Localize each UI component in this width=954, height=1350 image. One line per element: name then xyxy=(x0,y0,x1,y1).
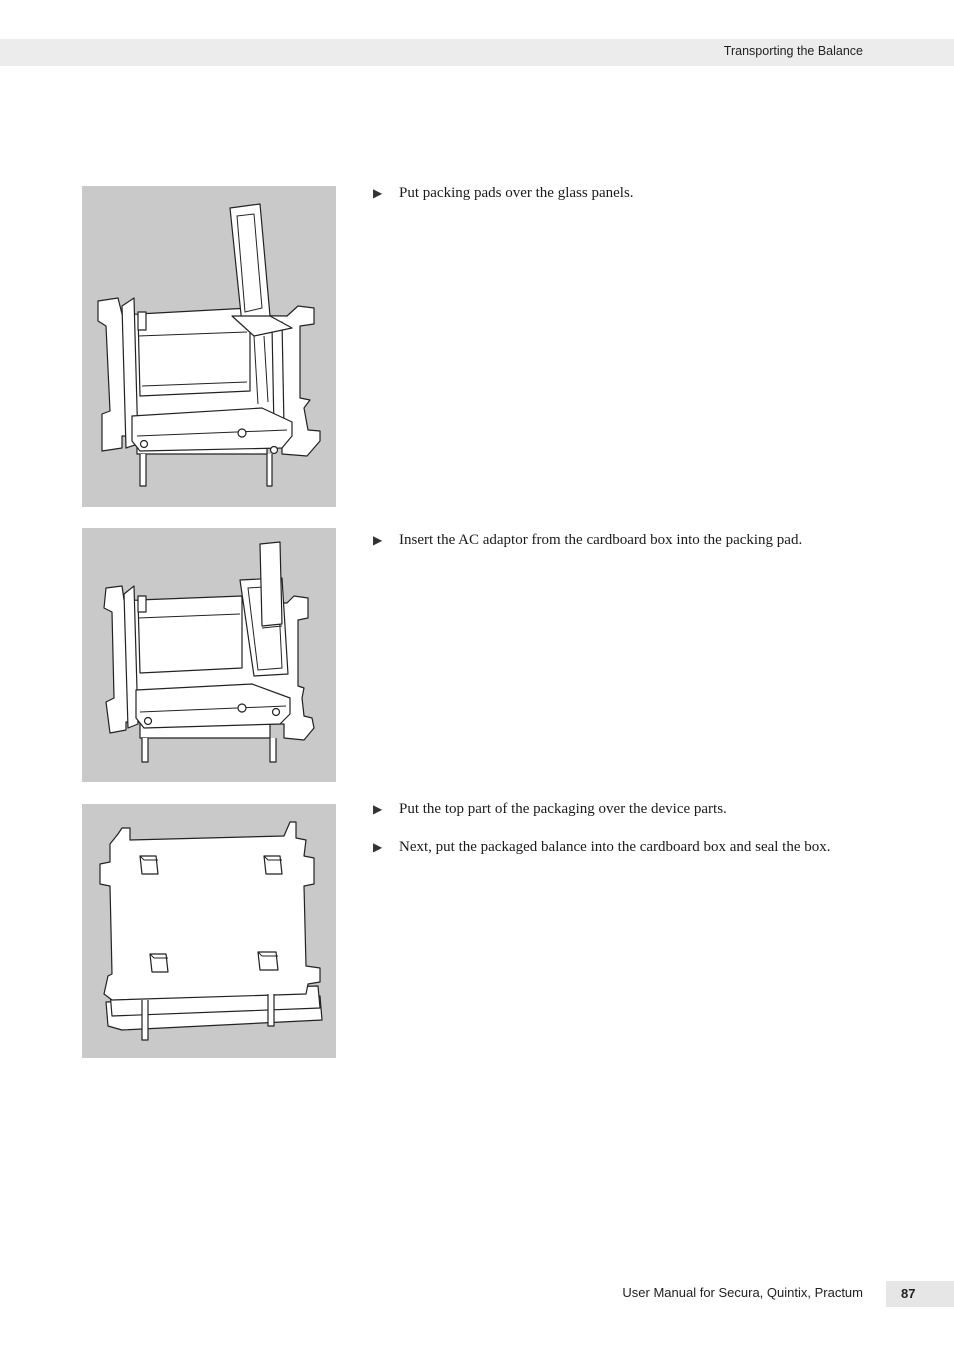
step-seal-box xyxy=(373,837,913,857)
manual-title: User Manual for Secura, Quintix, Practum xyxy=(622,1285,863,1300)
figure-packing-pads xyxy=(82,186,336,507)
step-text: Put packing pads over the glass panels. xyxy=(399,185,634,201)
page-number-box xyxy=(886,1281,954,1307)
step-ac-adaptor xyxy=(373,530,913,550)
step-text: Next, put the packaged balance into the cardboard box and seal the box. xyxy=(399,839,831,855)
step-packing-pads xyxy=(373,183,913,203)
step-top-packaging xyxy=(373,799,913,819)
bullet-icon: ▶ xyxy=(373,840,383,854)
ac-adaptor-illustration xyxy=(82,528,336,782)
top-packaging-illustration xyxy=(82,804,336,1058)
running-header xyxy=(0,39,954,66)
step-text: Insert the AC adaptor from the cardboard box into the packing pad. xyxy=(399,532,803,548)
figure-ac-adaptor xyxy=(82,528,336,782)
page-number: 87 xyxy=(901,1286,916,1301)
section-title: Transporting the Balance xyxy=(723,44,863,58)
bullet-icon: ▶ xyxy=(373,802,383,816)
step-text: Put the top part of the packaging over the device parts. xyxy=(399,801,727,817)
bullet-icon: ▶ xyxy=(373,186,383,200)
figure-top-packaging xyxy=(82,804,336,1058)
bullet-icon: ▶ xyxy=(373,533,383,547)
packing-pads-illustration xyxy=(82,186,336,507)
